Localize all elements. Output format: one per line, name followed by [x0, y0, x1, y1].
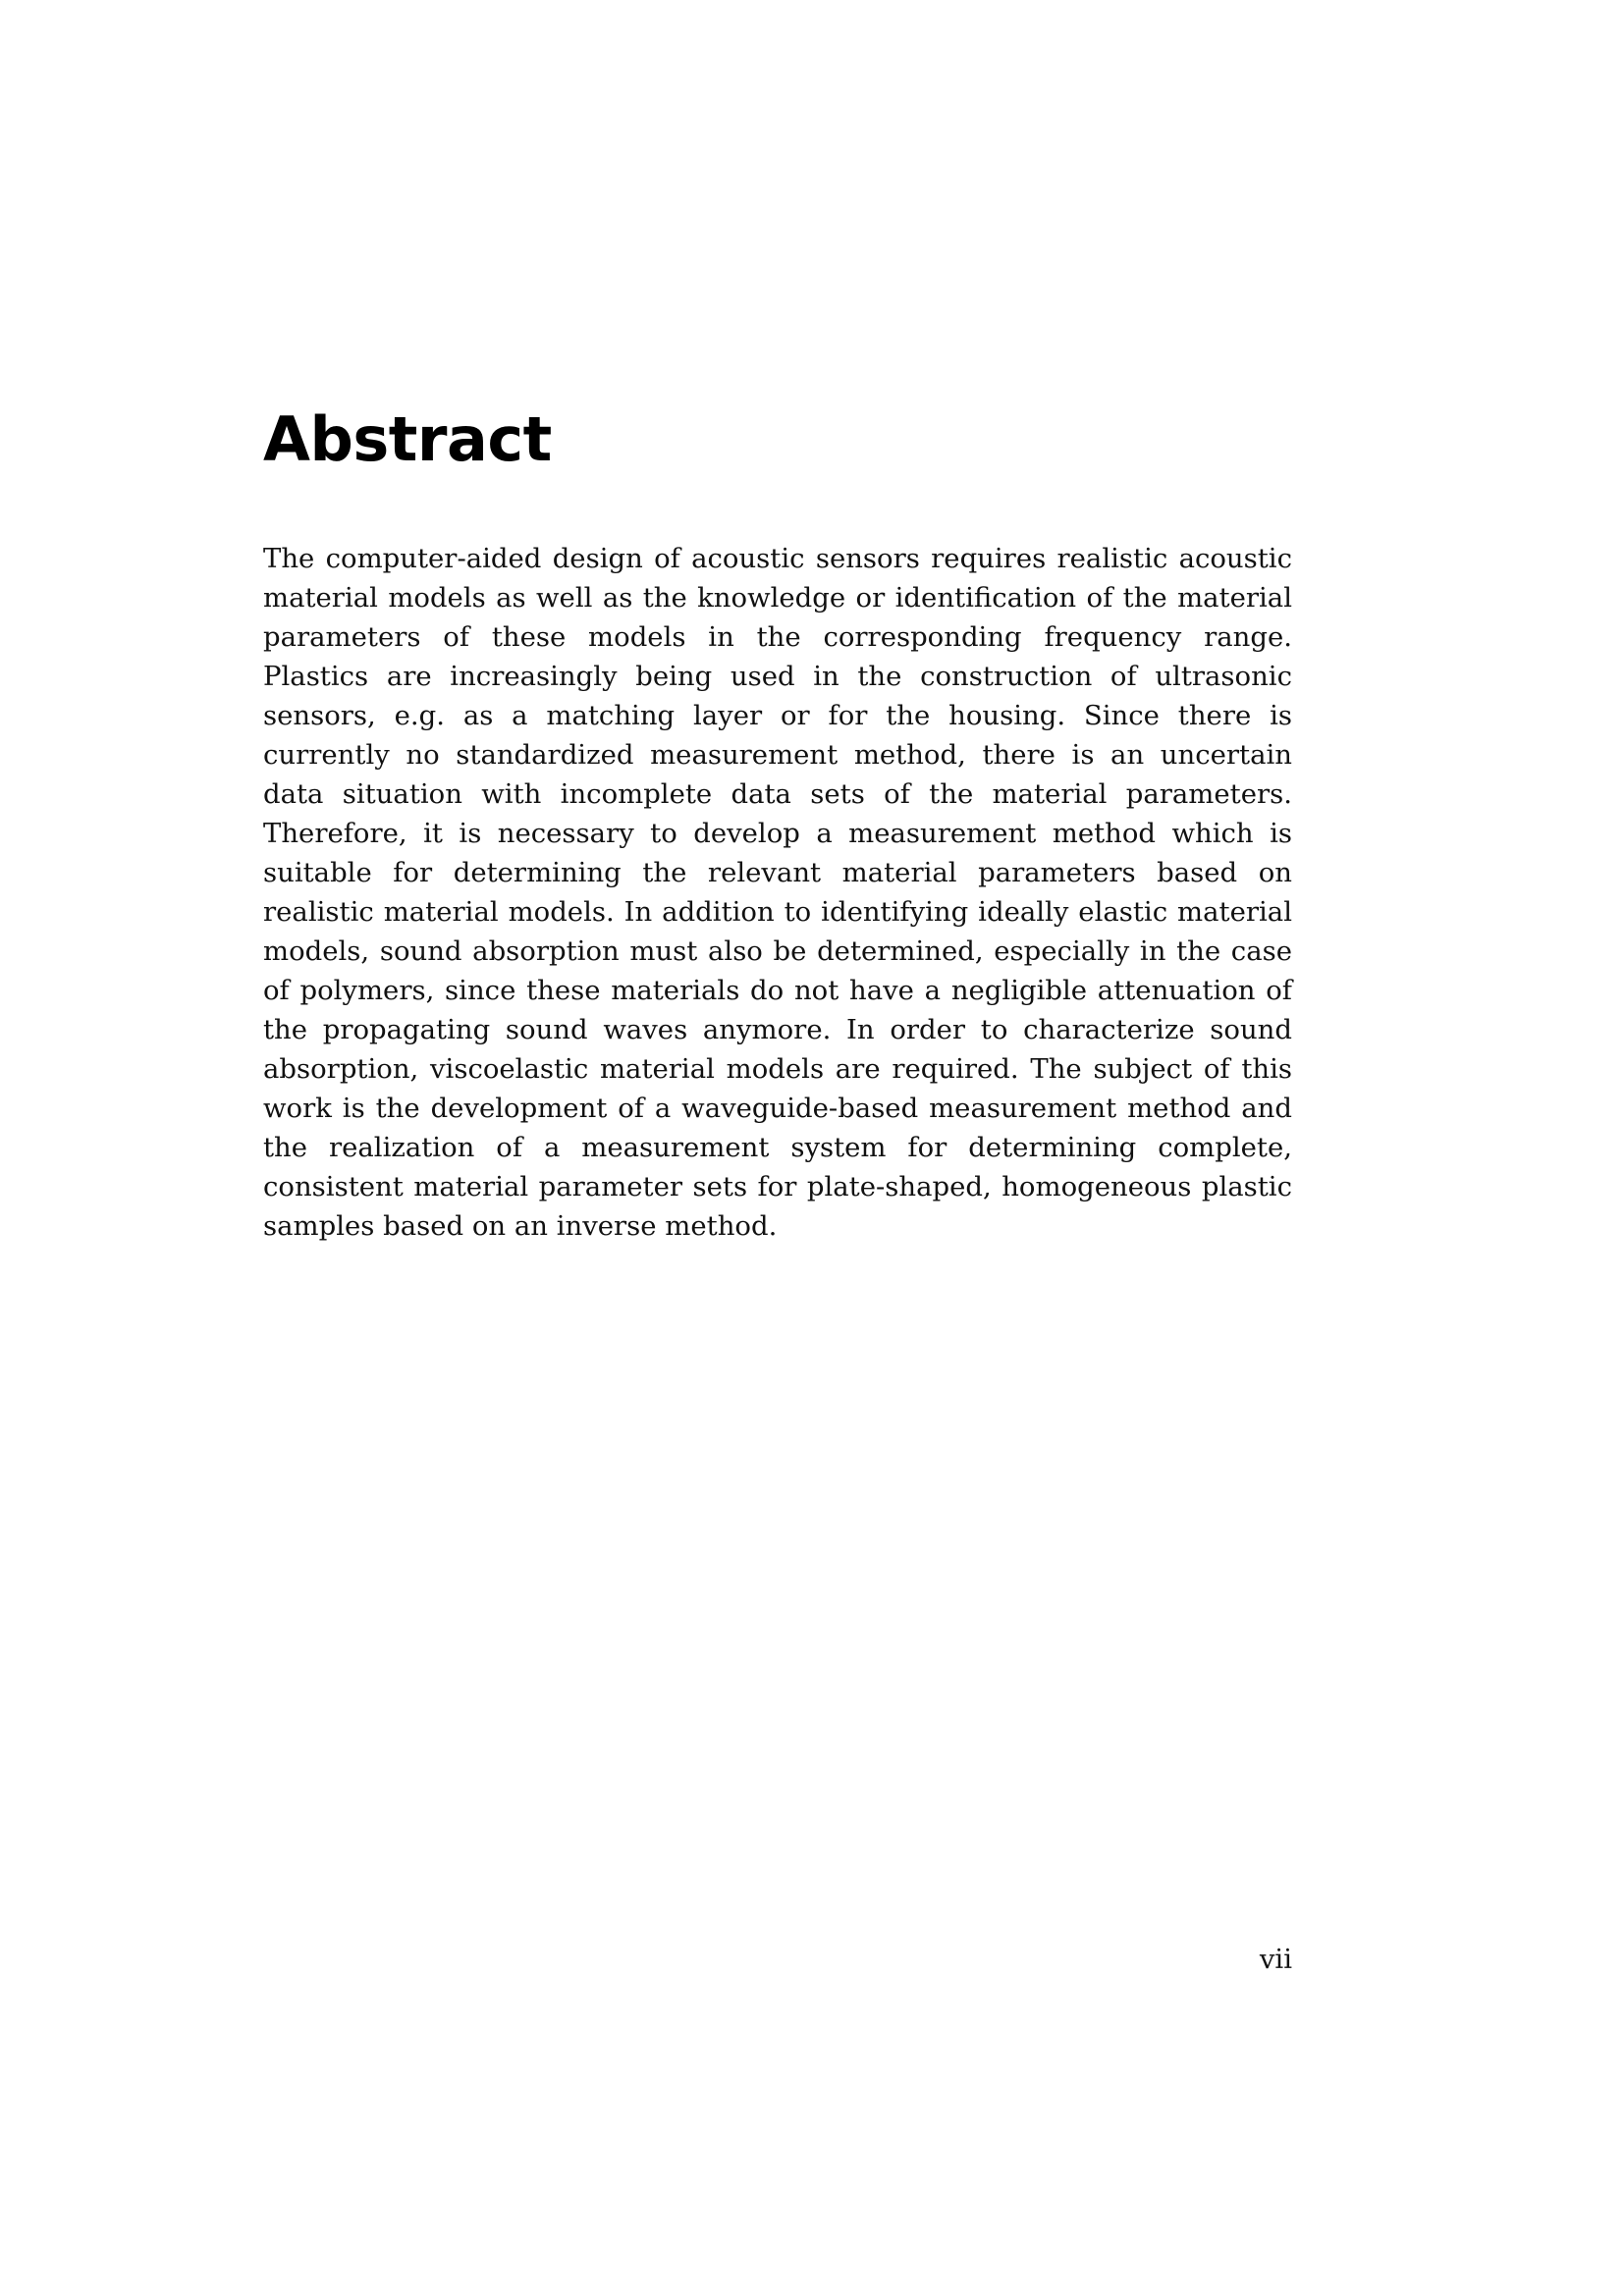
page-number: vii [1259, 1944, 1292, 1975]
chapter-title: Abstract [263, 403, 552, 475]
abstract-paragraph: The computer-aided design of acoustic sensors requires realistic acoustic material models as well as the knowledge or identification of the material parameters of these models in the corresponding frequency range. Plastics are increasingly being used in the construction of ultrasonic sensors, e.g. as a matching layer or for the housing. Since there is currently no standardized measurement method, there is an uncertain data situation with incomplete data sets of the material parameters. Therefore, it is necessary to develop a measurement method which is suitable for determining the relevant material parameters based on realistic material models. In addition to identifying ideally elastic material models, sound absorption must also be determined, especially in the case of polymers, since these materials do not have a negligible attenuation of the propagating sound waves anymore. In order to characterize sound absorption, viscoelastic material models are required. The subject of this work is the development of a waveguide-based measurement method and the realization of a measurement system for determining complete, consistent material parameter sets for plate-shaped, homogeneous plastic samples based on an inverse method. [263, 543, 1292, 1242]
